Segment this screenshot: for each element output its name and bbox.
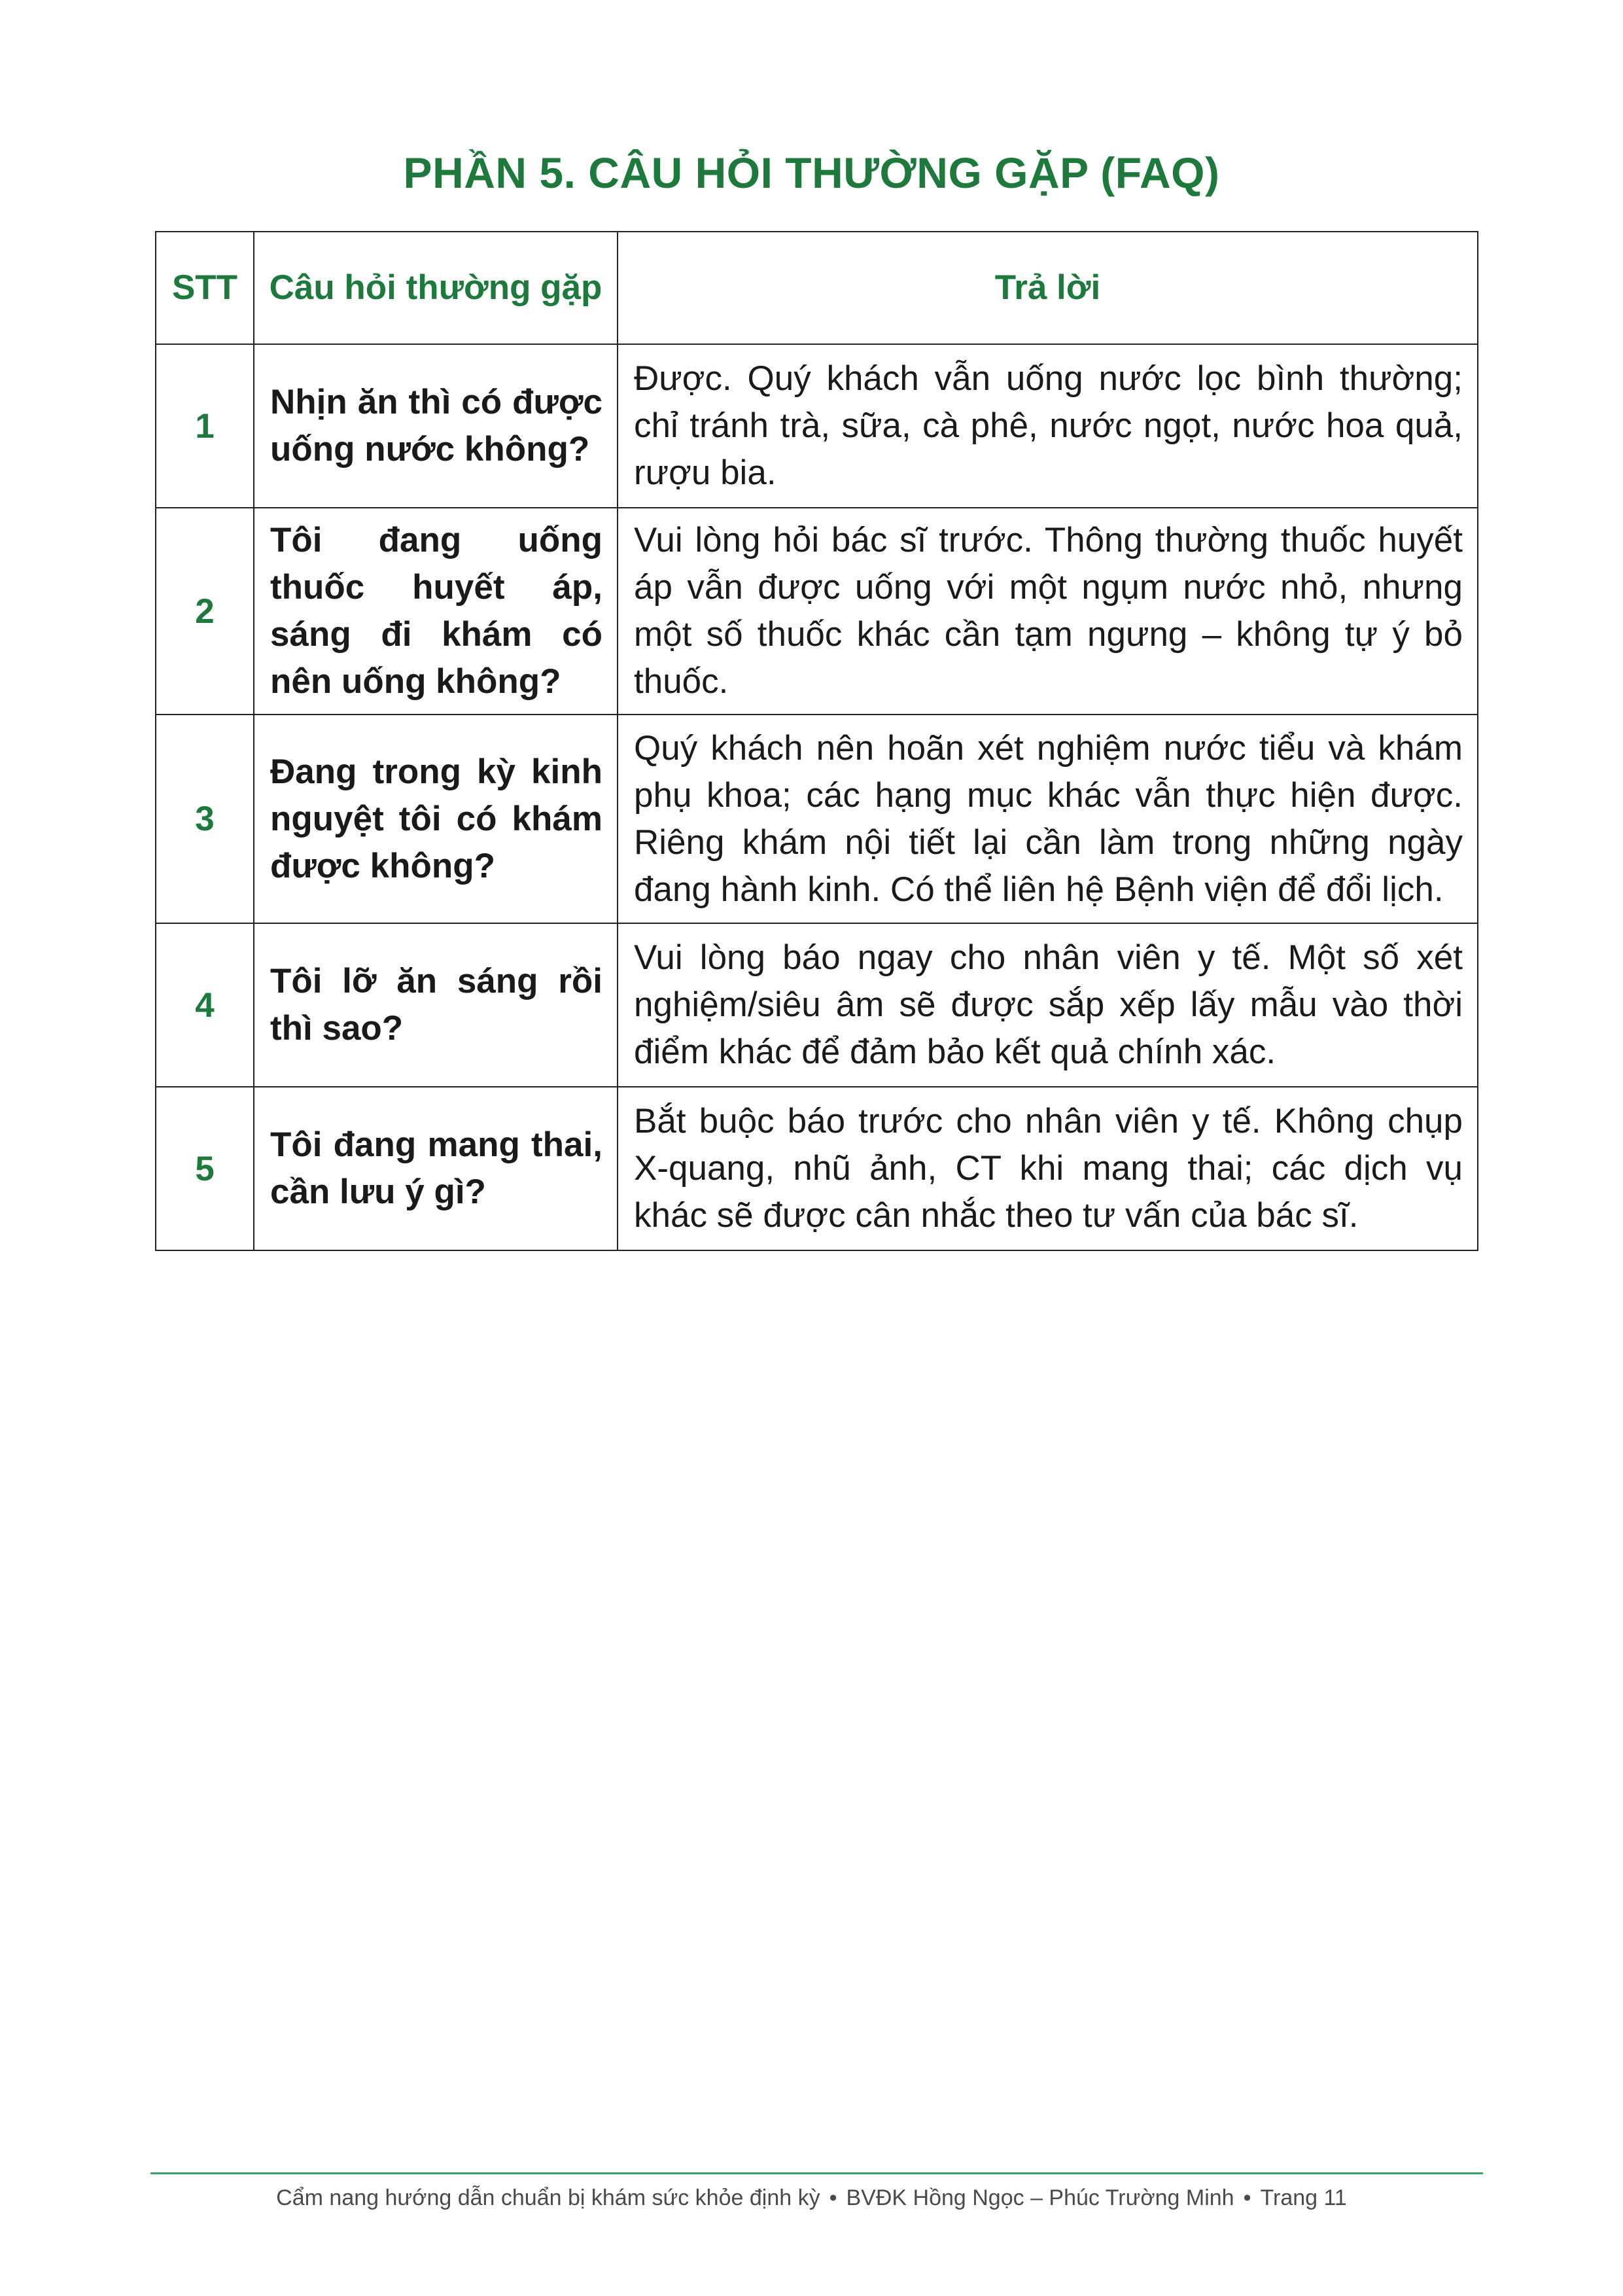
header-stt: STT	[156, 232, 254, 344]
footer-page-number: Trang 11	[1260, 2185, 1347, 2210]
footer-book-title: Cẩm nang hướng dẫn chuẩn bị khám sức khỏe định kỳ	[276, 2185, 820, 2210]
table-row	[156, 508, 1478, 715]
answer-cell: Bắt buộc báo trước cho nhân viên y tế. Không chụp X-quang, nhũ ảnh, CT khi mang thai; các dịch vụ khác sẽ được cân nhắc theo tư vấn của bác sĩ.	[618, 1087, 1478, 1250]
answer-cell: Quý khách nên hoãn xét nghiệm nước tiểu và khám phụ khoa; các hạng mục khác vẫn thực hiện được. Riêng khám nội tiết lại cần làm trong những ngày đang hành kinh. Có thể liên hệ Bệnh viện để đổi lịch.	[618, 715, 1478, 923]
footer-separator: •	[1243, 2185, 1251, 2210]
question-cell: Tôi đang mang thai, cần lưu ý gì?	[254, 1087, 618, 1250]
question-cell: Đang trong kỳ kinh nguyệt tôi có khám được không?	[254, 715, 618, 923]
answer-cell: Được. Quý khách vẫn uống nước lọc bình thường; chỉ tránh trà, sữa, cà phê, nước ngọt, nước hoa quả, rượu bia.	[618, 344, 1478, 508]
table-row	[156, 923, 1478, 1087]
answer-cell: Vui lòng báo ngay cho nhân viên y tế. Một số xét nghiệm/siêu âm sẽ được sắp xếp lấy mẫu vào thời điểm khác để đảm bảo kết quả chính xác.	[618, 923, 1478, 1087]
answer-cell: Vui lòng hỏi bác sĩ trước. Thông thường thuốc huyết áp vẫn được uống với một ngụm nước nhỏ, nhưng một số thuốc khác cần tạm ngưng – không tự ý bỏ thuốc.	[618, 508, 1478, 715]
row-number: 2	[156, 508, 254, 715]
row-number: 1	[156, 344, 254, 508]
header-answer: Trả lời	[618, 232, 1478, 344]
question-cell: Tôi đang uống thuốc huyết áp, sáng đi khám có nên uống không?	[254, 508, 618, 715]
table-row	[156, 344, 1478, 508]
footer-hospital: BVĐK Hồng Ngọc – Phúc Trường Minh	[846, 2185, 1234, 2210]
question-cell: Tôi lỡ ăn sáng rồi thì sao?	[254, 923, 618, 1087]
table-header-row	[156, 232, 1478, 344]
table-row	[156, 1087, 1478, 1250]
row-number: 5	[156, 1087, 254, 1250]
page-footer	[0, 2185, 1623, 2211]
table-row	[156, 715, 1478, 923]
question-cell: Nhịn ăn thì có được uống nước không?	[254, 344, 618, 508]
row-number: 3	[156, 715, 254, 923]
header-question: Câu hỏi thường gặp	[254, 232, 618, 344]
faq-table	[155, 231, 1478, 1251]
page-title: PHẦN 5. CÂU HỎI THƯỜNG GẶP (FAQ)	[403, 149, 1220, 197]
row-number: 4	[156, 923, 254, 1087]
footer-separator: •	[829, 2185, 837, 2210]
footer-divider	[150, 2172, 1483, 2174]
